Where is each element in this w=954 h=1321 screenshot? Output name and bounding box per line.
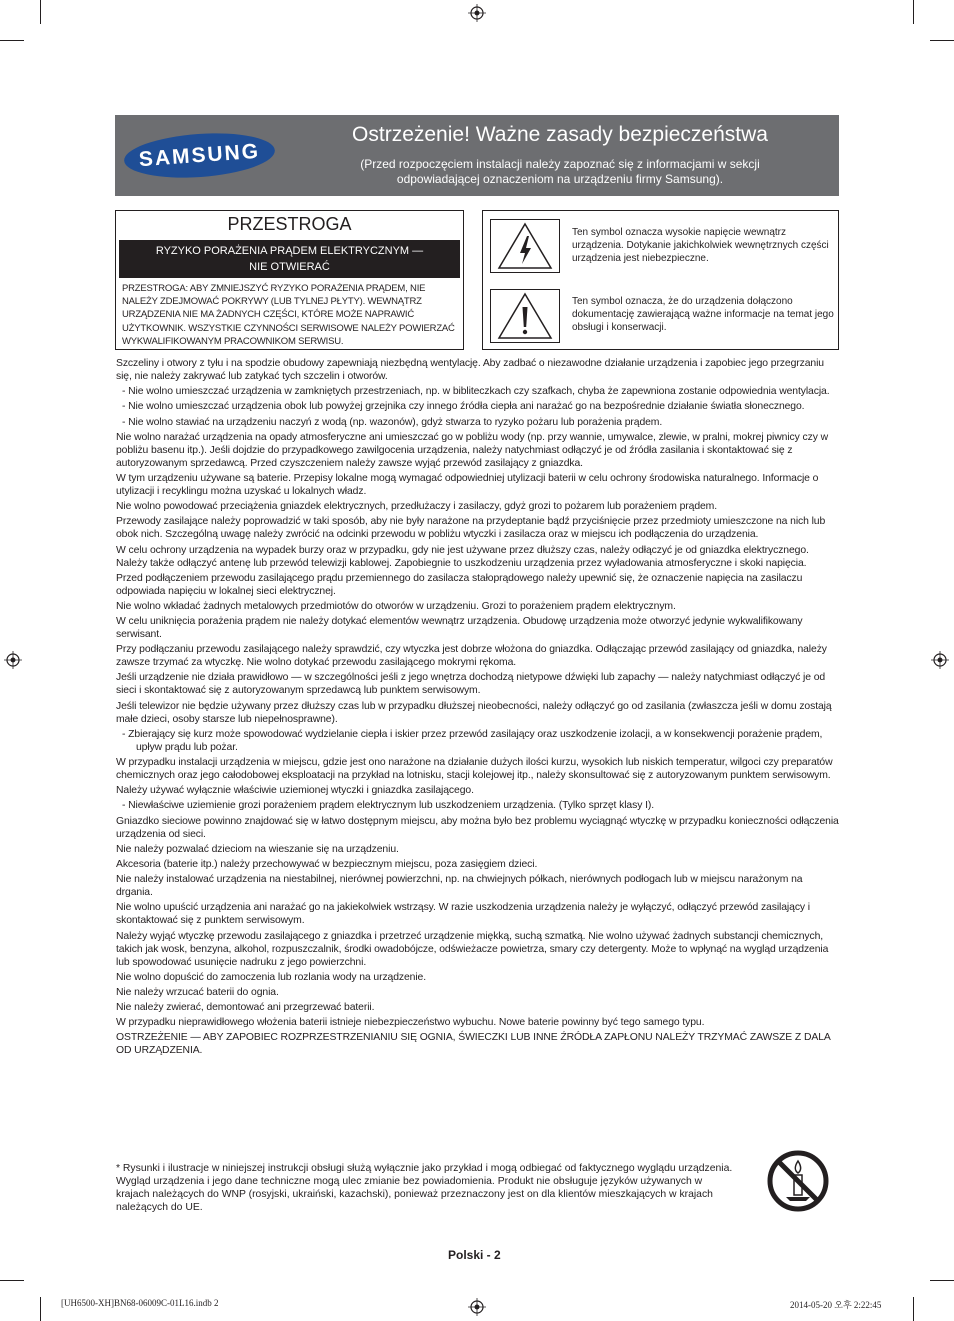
paragraph: Należy używać wyłącznie właściwie uziemionej wtyczki i gniazdka zasilającego. <box>116 785 474 797</box>
warning-exclamation-icon <box>491 290 559 342</box>
paragraph: Przed podłączeniem przewodu zasilającego prądu przemiennego do zasilacza stałoprądowego należy upewnić się, że oznaczenie napięcia na zasilaczu odpowiada napięciu w lokalnej sieci elektrycznej. <box>116 572 803 597</box>
registration-mark-icon <box>931 651 949 669</box>
crop-mark <box>0 1280 24 1281</box>
warning-symbol <box>490 289 560 343</box>
paragraph: Gniazdko sieciowe powinno znajdować się w łatwo dostępnym miejscu, aby można było bez problemu wyciągnąć wtyczkę w przypadku konieczności odłączenia urządzenia od sieci. <box>116 815 839 840</box>
print-slug-right: 2014-05-20 오후 2:22:45 <box>790 1300 882 1310</box>
paragraph: Nie wolno narażać urządzenia na opady atmosferyczne ani umieszczać go w pobliżu wody (np. przy wannie, umywalce, zlewie, w pralni, mokrej piwnicy czy w pobliżu basenu itp.). Jeśli dojdzie do przypadkowego zawilgocenia urządzenia, należy natychmiast odłączyć je od źródła zasilania i skontaktować się z autoryzowanym sprzedawcą. Przed czyszczeniem należy zawsze wyjąć przewód zasilający z gniazdka. <box>116 431 828 469</box>
samsung-logo: SAMSUNG <box>123 129 277 182</box>
paragraph: Jeśli urządzenie nie działa prawidłowo — w szczególności jeśli z jego wnętrza dochodzą nietypowe dźwięki lub zapachy — należy natychmiast odłączyć je od sieci i skontaktować się z autoryzowanym sprzedawcą lub punktem serwisowym. <box>116 672 826 697</box>
print-slug-left: [UH6500-XH]BN68-06009C-01L16.indb 2 <box>61 1298 219 1308</box>
caution-box <box>115 210 464 350</box>
paragraph: Nie wolno powodować przeciążenia gniazdek elektrycznych, przedłużaczy i zasilaczy, gdyż grozi to pożarem lub porażeniem prądem. <box>116 501 718 513</box>
paragraph: Przewody zasilające należy poprowadzić w taki sposób, aby nie były narażone na przydeptanie bądź przyciśnięcie przez przedmioty umieszczone na nich lub obok nich. Szczególną uwagę należy zwrócić na odcinki przewodu w pobliżu wtyczki i zasilacza oraz w miejscu ich podłączenia do urządzenia. <box>116 516 826 541</box>
paragraph: Przy podłączaniu przewodu zasilającego należy sprawdzić, czy wtyczka jest dobrze włożona do gniazdka. Odłączając przewód zasilający od gniazdka, należy zawsze trzymać za wtyczkę. Nie wolno dotykać przewodu zasilającego mokrymi rękoma. <box>116 644 827 669</box>
caution-band: RYZYKO PORAŻENIA PRĄDEM ELEKTRYCZNYM — NIE OTWIERAĆ <box>119 240 460 278</box>
paragraph: Jeśli telewizor nie będzie używany przez dłuższy czas lub w przypadku dłuższej nieobecności, należy odłączyć go od zasilania (zwłaszcza jeśli w domu zostają małe dzieci, osoby starsze lub niepełnosprawne). <box>116 700 832 725</box>
page-number: Polski - 2 <box>448 1248 501 1262</box>
high-voltage-symbol <box>490 219 560 273</box>
paragraph: Należy wyjąć wtyczkę przewodu zasilającego z gniazdka i przetrzeć urządzenie miękką, suchą szmatką. Nie wolno używać żadnych substancji chemicznych, takich jak wosk, benzyna, alkohol, rozpuszczalnik, środki owadobójcze, odświeżacze powietrza, smary czy detergenty. Może to wpłynąć na wygląd urządzenia lub spowodować usunięcie nadruku z jego powierzchni. <box>116 930 829 968</box>
crop-mark <box>930 40 954 41</box>
crop-mark <box>930 1280 954 1281</box>
paragraph: Nie należy pozwalać dzieciom na wieszanie się na urządzeniu. <box>116 843 399 855</box>
list-item: - Nie wolno umieszczać urządzenia obok lub powyżej grzejnika czy innego źródła ciepła ani narażać go na bezpośrednie działanie światła słonecznego. <box>122 401 805 413</box>
caution-text: PRZESTROGA: ABY ZMNIEJSZYĆ RYZYKO PORAŻENIA PRĄDEM, NIE NALEŻY ZDEJMOWAĆ POKRYWY (LUB TYLNEJ PŁYTY). WEWNĄTRZ URZĄDZENIA NIE MA ŻADNYCH CZĘŚCI, KTÓRE MOŻE NAPRAWIĆ UŻYTKOWNIK. WSZYSTKIE CZYNNOŚCI SERWISOWE NALEŻY POWIERZAĆ WYKWALIFIKOWANYM PRACOWNIKOM SERWISU. <box>122 283 455 347</box>
high-voltage-icon <box>491 220 559 272</box>
page-title: Ostrzeżenie! Ważne zasady bezpieczeństwa <box>352 123 768 146</box>
crop-mark <box>40 1297 41 1321</box>
paragraph: W przypadku instalacji urządzenia w miejscu, gdzie jest ono narażone na działanie dużych ilości kurzu, wysokich lub niskich temperatur, wilgoci czy preparatów chemicznych oraz jego całodobowej eksploatacji na przykład na lotnisku, stacji kolejowej itp., należy skonsultować się z autoryzowanym punktem serwisowym. <box>116 757 833 781</box>
footnote: * Rysunki i ilustracje w niniejszej instrukcji obsługi służą wyłącznie jako przykład i mogą odbiegać od faktycznego wyglądu urządzenia. Wygląd urządzenia i jego dane techniczne mogą ulec zmianie bez powiadomienia. Produkt nie obsługuje języków używanych w krajach należących do WNP (rosyjski, ukraiński, kazachski), ponieważ przeznaczony jest on dla klientów mieszkających w krajach należących do UE. <box>116 1163 733 1213</box>
list-item: - Nie wolno stawiać na urządzeniu naczyń z wodą (np. wazonów), gdyż stwarza to ryzyko pożaru lub porażenia prądem. <box>122 416 663 428</box>
registration-mark-icon <box>468 1298 486 1316</box>
symbols-box <box>482 210 839 350</box>
list-item: - Nie wolno umieszczać urządzenia w zamkniętych przestrzeniach, np. w bibliteczkach czy szafkach, chyba że zapewniona zostanie odpowiednia wentylacja. <box>122 386 830 398</box>
high-voltage-description: Ten symbol oznacza wysokie napięcie wewnątrz urządzenia. Dotykanie jakichkolwiek wewnętrznych części urządzenia jest niebezpieczne. <box>572 227 829 264</box>
safety-header <box>115 115 839 196</box>
list-item: - Zbierający się kurz może spowodować wydzielanie ciepła i iskier przez przewód zasilający oraz uszkodzenie izolacji, a w konsekwencji porażenie prądem, upływ prądu lub pożar. <box>122 728 823 753</box>
paragraph: Nie należy wrzucać baterii do ognia. <box>116 986 279 998</box>
paragraph: Nie wolno dopuścić do zamoczenia lub rozlania wody na urządzenie. <box>116 971 427 983</box>
paragraph: Nie należy zwierać, demontować ani przegrzewać baterii. <box>116 1002 375 1014</box>
crop-mark <box>913 0 914 24</box>
no-candle-icon <box>766 1149 830 1213</box>
page-subtitle: (Przed rozpoczęciem instalacji należy zapoznać się z informacjami w sekcji odpowiadającej oznaczeniom na urządzeniu firmy Samsung). <box>360 157 760 186</box>
crop-mark <box>40 0 41 24</box>
paragraph: Nie wolno wkładać żadnych metalowych przedmiotów do otworów w urządzeniu. Grozi to porażeniem prądem elektrycznym. <box>116 600 676 612</box>
paragraph: W tym urządzeniu używane są baterie. Przepisy lokalne mogą wymagać odpowiedniej utylizacji baterii w celu ochrony środowiska naturalnego. Informacje o utylizacji i recyklingu można uzyskać u lokalnych władz. <box>116 472 819 497</box>
list-item: - Niewłaściwe uziemienie grozi porażeniem prądem elektrycznym lub uszkodzeniem urządzenia. (Tylko sprzęt klasy I). <box>122 800 655 812</box>
paragraph: OSTRZEŻENIE — ABY ZAPOBIEC ROZPRZESTRZENIANIU SIĘ OGNIA, ŚWIECZKI LUB INNE ŹRÓDŁA ZAPŁONU NALEŻY TRZYMAĆ ZAWSZE Z DALA OD URZĄDZENIA. <box>116 1032 831 1057</box>
registration-mark-icon <box>468 4 486 22</box>
paragraph: Nie należy instalować urządzenia na niestabilnej, nierównej powierzchni, np. na chwiejnych półkach, nierównych podłogach lub w miejscu narażonym na drgania. <box>116 874 803 899</box>
paragraph: Akcesoria (baterie itp.) należy przechowywać w bezpiecznym miejscu, poza zasięgiem dzieci. <box>116 858 538 870</box>
safety-instructions <box>116 357 840 1060</box>
registration-mark-icon <box>4 651 22 669</box>
paragraph: W celu ochrony urządzenia na wypadek burzy oraz w przypadku, gdy nie jest używane przez dłuższy czas, należy odłączyć je od gniazdka elektrycznego. Należy także odłączyć antenę lub przewód telewizji kablowej. Zapobiegnie to uszkodzeniu urządzenia przez wyładowania atmosferyczne i skoki napięcia. <box>116 544 809 569</box>
crop-mark <box>913 1297 914 1321</box>
paragraph: W przypadku nieprawidłowego włożenia baterii istnieje niebezpieczeństwo wybuchu. Nowe baterie powinny być tego samego typu. <box>116 1017 705 1029</box>
warning-description: Ten symbol oznacza, że do urządzenia dołączono dokumentację zawierającą ważne informacje na temat jego obsługi i konserwacji. <box>572 296 834 333</box>
paragraph: Nie wolno upuścić urządzenia ani narażać go na jakiekolwiek wstrząsy. W razie uszkodzenia urządzenia należy je wyłączyć, odłączyć przewód zasilający i skontaktować się z punktem serwisowym. <box>116 902 811 927</box>
crop-mark <box>0 40 24 41</box>
paragraph: Szczeliny i otwory z tyłu i na spodzie obudowy zapewniają niezbędną wentylację. Aby zadbać o niezawodne działanie urządzenia i zapobiec jego przegrzaniu się, nie należy zakrywać lub zatykać tych szczelin i otworów. <box>116 358 824 382</box>
caution-title: PRZESTROGA <box>227 214 352 234</box>
paragraph: W celu uniknięcia porażenia prądem nie należy dotykać elementów wewnątrz urządzenia. Obudowę urządzenia może otworzyć jedynie wykwalifikowany serwisant. <box>116 616 803 641</box>
